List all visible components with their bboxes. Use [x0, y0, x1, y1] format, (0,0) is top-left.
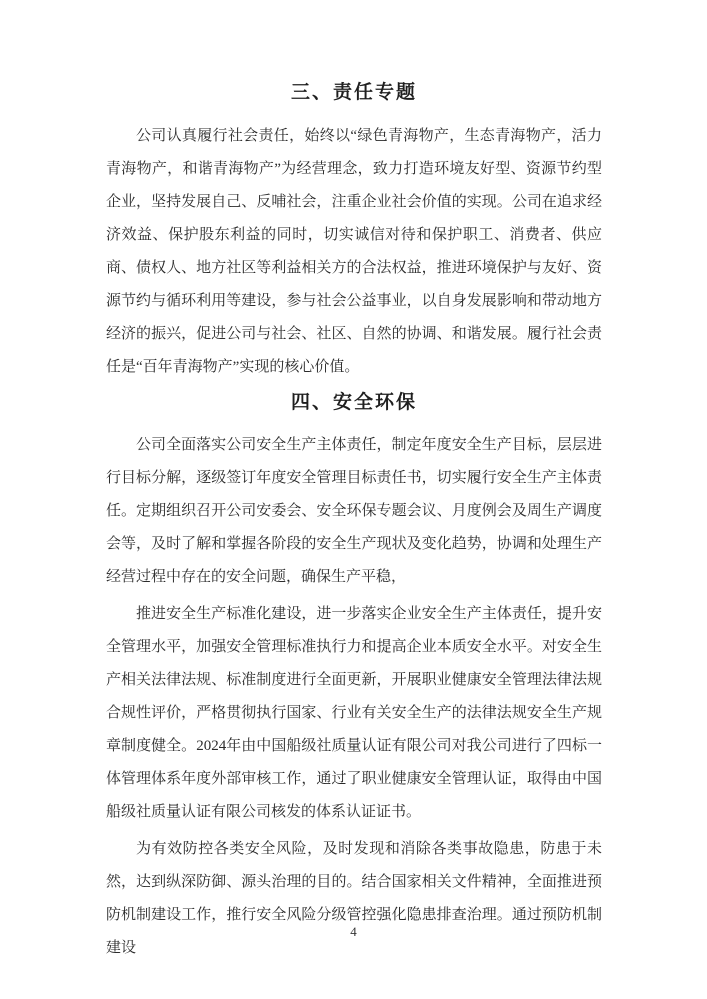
- section-heading-responsibility: 三、责任专题: [290, 82, 417, 103]
- paragraph-safety-3: 为有效防控各类安全风险，及时发现和消除各类事故隐患，防患于未然，达到纵深防御、源头治理的目的。结合国家相关文件精神，全面推进预防机制建设工作，推行安全风险分级管控强化隐患排查治理。通过预防机制建设: [106, 841, 602, 956]
- paragraph-responsibility: 公司认真履行社会责任，始终以“绿色青海物产，生态青海物产，活力青海物产，和谐青海物产”为经营理念，致力打造环境友好型、资源节约型企业，坚持发展自己、反哺社会，注重企业社会价值的实现。公司在追求经济效益、保护股东利益的同时，切实诚信对待和保护职工、消费者、供应商、债权人、地方社区等利益相关方的合法权益，推进环境保护与友好、资源节约与循环利用等建设，参与社会公益事业，以自身发展影响和带动地方经济的振兴，促进公司与社会、社区、自然的协调、和谐发展。履行社会责任是“百年青海物产”实现的核心价值。: [106, 128, 602, 375]
- paragraph-safety-1: 公司全面落实公司安全生产主体责任，制定年度安全生产目标，层层进行目标分解，逐级签订年度安全管理目标责任书，切实履行安全生产主体责任。定期组织召开公司安委会、安全环保专题会议、月度例会及周生产调度会等，及时了解和掌握各阶段的安全生产现状及变化趋势，协调和处理生产经营过程中存在的安全问题，确保生产平稳，: [106, 437, 602, 585]
- section-heading-safety: 四、安全环保: [290, 392, 417, 413]
- page-number: 4: [350, 924, 357, 939]
- paragraph-safety-2: 推进安全生产标准化建设，进一步落实企业安全生产主体责任，提升安全管理水平，加强安全管理标准执行力和提高企业本质安全水平。对安全生产相关法律法规、标准制度进行全面更新，开展职业健康安全管理法律法规合规性评价，严格贯彻执行国家、行业有关安全生产的法律法规安全生产规章制度健全。2024年由中国船级社质量认证有限公司对我公司进行了四标一体管理体系年度外部审核工作，通过了职业健康安全管理认证，取得由中国船级社质量认证有限公司核发的体系认证证书。: [106, 606, 602, 820]
- document-content: [106, 80, 602, 969]
